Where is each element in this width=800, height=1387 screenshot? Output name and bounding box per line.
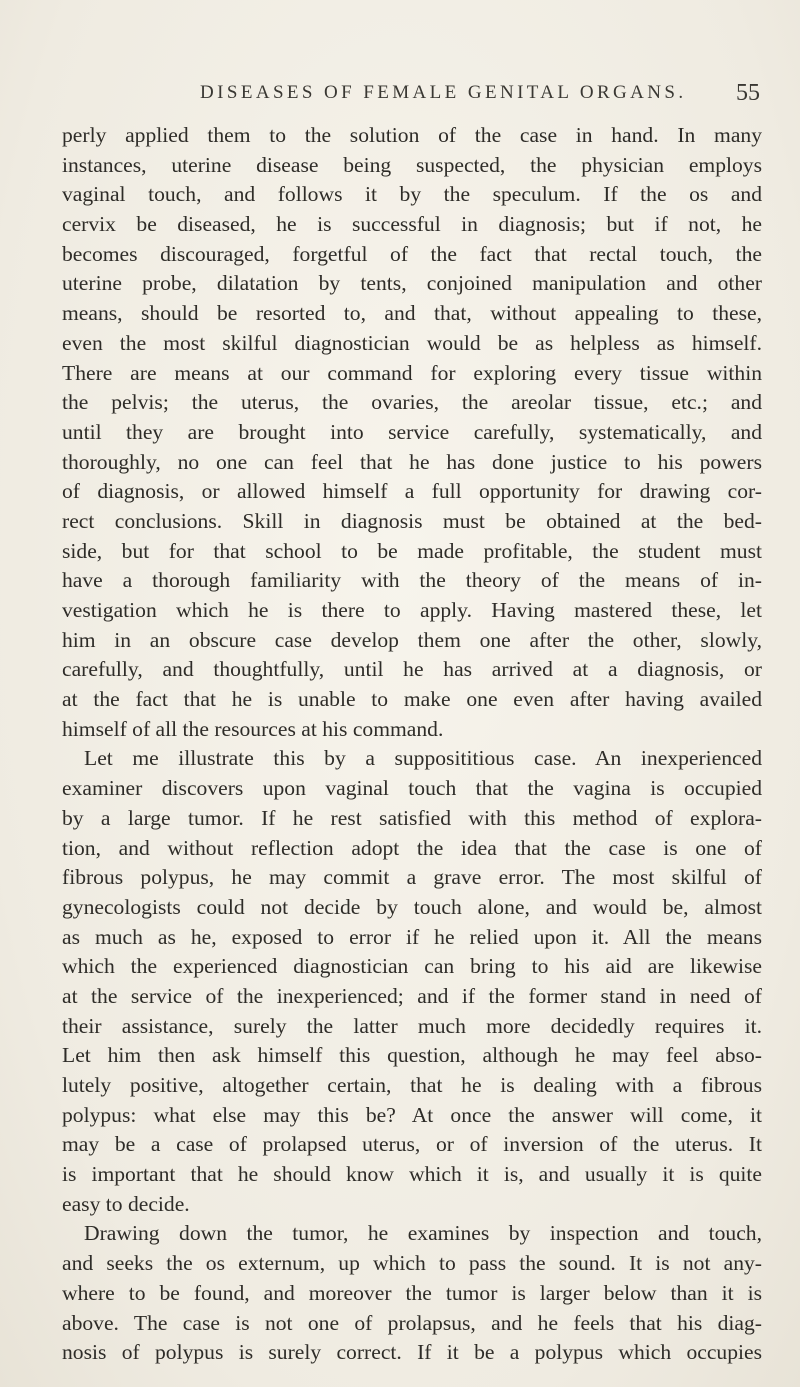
text-line: lutely positive, altogether certain, that he is dealing with a fibrous [62, 1073, 762, 1097]
text-line: Let me illustrate this by a supposititious case. An inexperienced [84, 746, 762, 771]
text-line: him in an obscure case develop them one after the other, slowly, [62, 627, 762, 652]
text-line: may be a case of prolapsed uterus, or of inversion of the uterus. It [62, 1132, 762, 1157]
text-line: vaginal touch, and follows it by the speculum. If the os and [62, 182, 762, 207]
text-line: at the service of the inexperienced; and if the former stand in need of [62, 983, 762, 1008]
text-line: the pelvis; the uterus, the ovaries, the areolar tissue, etc.; and [62, 390, 762, 415]
running-title: DISEASES OF FEMALE GENITAL ORGANS. [200, 82, 687, 103]
text-line: There are means at our command for exploring every tissue within [62, 360, 762, 385]
text-line: perly applied them to the solution of the case in hand. In many [62, 123, 762, 147]
text-line: is important that he should know which it is, and usually it is quite [62, 1162, 762, 1187]
text-line: at the fact that he is unable to make one even after having availed [62, 687, 762, 712]
text-line: uterine probe, dilatation by tents, conjoined manipulation and other [62, 271, 762, 296]
body-text [62, 121, 762, 1368]
text-line: examiner discovers upon vaginal touch that the vagina is occupied [62, 776, 762, 801]
text-line: where to be found, and moreover the tumor is larger below than it is [62, 1280, 762, 1305]
text-line: Drawing down the tumor, he examines by inspection and touch, [84, 1221, 762, 1246]
text-line: himself of all the resources at his command. [62, 716, 444, 741]
text-line: means, should be resorted to, and that, without appealing to these, [62, 301, 762, 326]
page-number: 55 [736, 80, 760, 106]
text-line: their assistance, surely the latter much more decidedly requires it. [62, 1013, 762, 1038]
text-line: which the experienced diagnostician can bring to his aid are likewise [62, 954, 762, 979]
text-line: Let him then ask himself this question, although he may feel abso- [62, 1043, 762, 1068]
text-line: nosis of polypus is surely correct. If it be a polypus which occupies [62, 1340, 762, 1365]
text-line: thoroughly, no one can feel that he has done justice to his powers [62, 449, 762, 474]
text-line: have a thorough familiarity with the theory of the means of in- [62, 568, 762, 593]
text-line: carefully, and thoughtfully, until he has arrived at a diagnosis, or [62, 657, 762, 682]
text-line: vestigation which he is there to apply. Having mastered these, let [62, 598, 762, 622]
text-line: side, but for that school to be made profitable, the student must [62, 538, 762, 563]
text-line: gynecologists could not decide by touch alone, and would be, almost [62, 894, 762, 919]
text-line: fibrous polypus, he may commit a grave error. The most skilful of [62, 865, 762, 890]
running-head [200, 82, 760, 112]
text-line: and seeks the os externum, up which to pass the sound. It is not any- [62, 1251, 762, 1276]
text-line: becomes discouraged, forgetful of the fact that rectal touch, the [62, 241, 762, 266]
text-line: tion, and without reflection adopt the idea that the case is one of [62, 835, 762, 860]
text-line: rect conclusions. Skill in diagnosis must be obtained at the bed- [62, 508, 762, 533]
text-line: instances, uterine disease being suspected, the physician employs [62, 152, 762, 177]
text-line: above. The case is not one of prolapsus, and he feels that his diag- [62, 1310, 762, 1335]
text-line: of diagnosis, or allowed himself a full opportunity for drawing cor- [62, 479, 762, 504]
text-line: as much as he, exposed to error if he relied upon it. All the means [62, 924, 762, 949]
text-line: even the most skilful diagnostician would be as helpless as himself. [62, 330, 762, 355]
text-line: until they are brought into service carefully, systematically, and [62, 419, 762, 444]
text-line: by a large tumor. If he rest satisfied with this method of explora- [62, 805, 762, 830]
text-line: polypus: what else may this be? At once the answer will come, it [62, 1102, 762, 1127]
text-line: cervix be diseased, he is successful in diagnosis; but if not, he [62, 212, 762, 237]
text-line: easy to decide. [62, 1191, 190, 1216]
